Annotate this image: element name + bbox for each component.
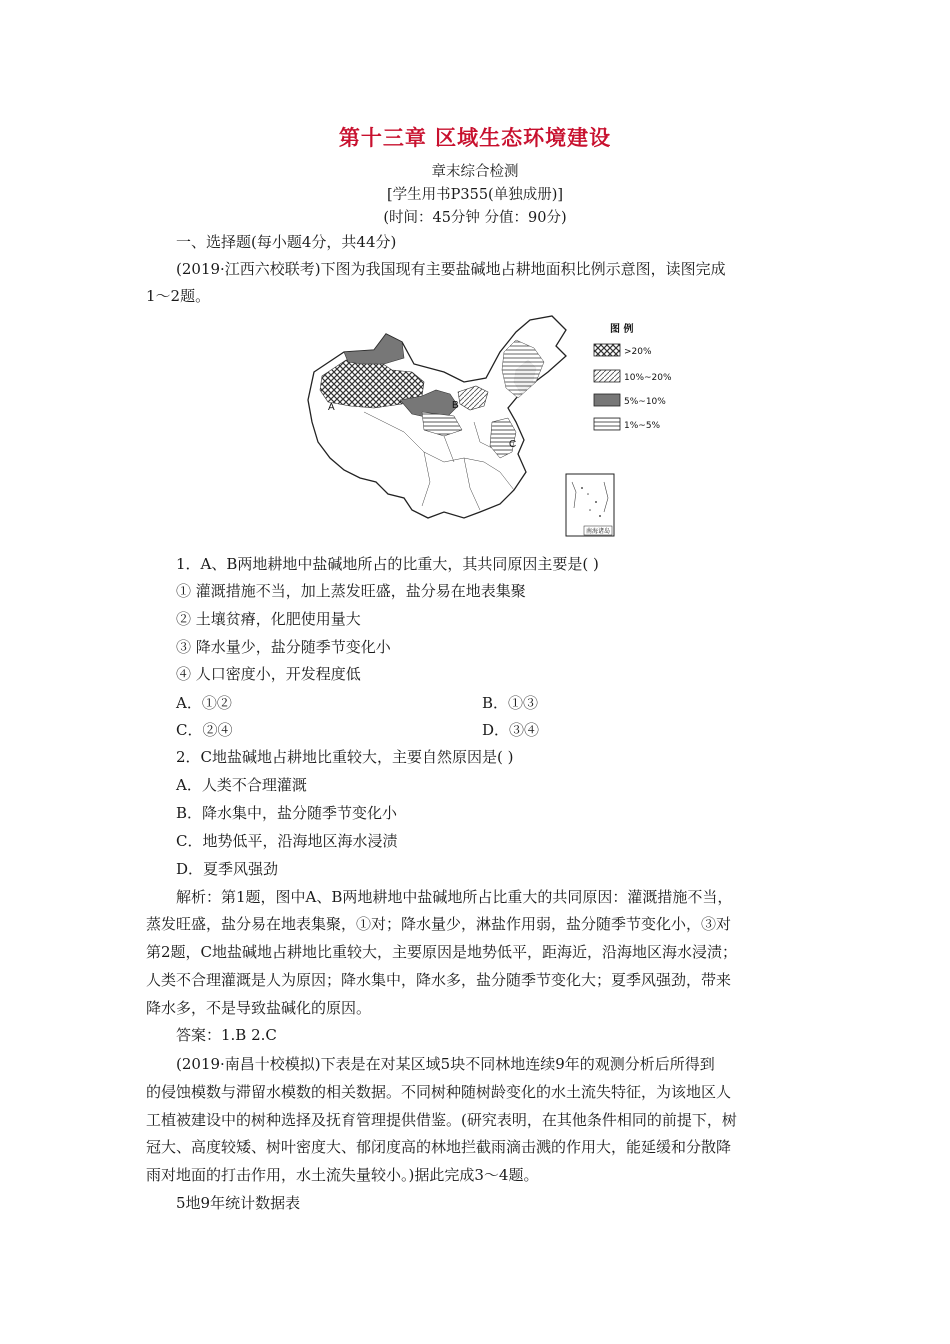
- legend-title: 图 例: [610, 324, 634, 335]
- intro2-line: (2019·南昌十校模拟)下表是在对某区域5块不同林地连续9年的观测分析后所得到: [176, 1055, 715, 1073]
- legend-label: >20%: [624, 347, 652, 357]
- intro2-line: 雨对地面的打击作用，水土流失量较小。)据此完成3～4题。: [146, 1166, 539, 1184]
- legend-label: 1%~5%: [624, 421, 661, 431]
- question-1-item: ④ 人口密度小，开发程度低: [176, 665, 361, 683]
- question-1-stem: 1．A、B两地耕地中盐碱地所占的比重大，其共同原因主要是( ): [176, 555, 599, 573]
- question-1-option-a: A．①②: [176, 694, 232, 712]
- inset-label: 南海诸岛: [586, 528, 611, 535]
- analysis-line: 第2题，C地盐碱地占耕地比重较大，主要原因是地势低平，距海近，沿海地区海水浸渍；: [146, 943, 738, 961]
- salinization-map-figure: [304, 312, 694, 540]
- analysis-line: 蒸发旺盛，盐分易在地表集聚，①对；降水量少，淋盐作用弱，盐分随季节变化小，③对: [146, 915, 732, 933]
- intro-text-line: (2019·江西六校联考)下图为我国现有主要盐碱地占耕地面积比例示意图，读图完成: [176, 260, 726, 278]
- legend-swatch-5to10: [594, 394, 620, 406]
- time-score: (时间：45分钟 分值：90分): [383, 210, 567, 226]
- intro2-line: 冠大、高度较矮、树叶密度大、郁闭度高的林地拦截雨滴击溅的作用大，能延缓和分散降: [146, 1138, 732, 1156]
- analysis-line: 降水多，不是导致盐碱化的原因。: [146, 999, 372, 1017]
- book-reference: [学生用书P355(单独成册)]: [386, 187, 564, 203]
- legend-label: 5%~10%: [624, 397, 666, 407]
- table-caption: 5地9年统计数据表: [176, 1194, 301, 1212]
- legend-swatch-1to5: [594, 418, 620, 430]
- question-1-item: ① 灌溉措施不当，加上蒸发旺盛，盐分易在地表集聚: [176, 582, 526, 600]
- question-2-stem: 2．C地盐碱地占耕地比重较大，主要自然原因是( ): [176, 748, 514, 766]
- legend-label: 10%~20%: [624, 373, 672, 383]
- question-1-item: ② 土壤贫瘠，化肥使用量大: [176, 610, 361, 628]
- question-2-option-c: C．地势低平，沿海地区海水浸渍: [176, 832, 398, 850]
- question-2-option-d: D．夏季风强劲: [176, 860, 279, 878]
- map-label-b: B: [452, 400, 459, 411]
- question-1-option-b: B．①③: [482, 694, 539, 712]
- subtitle: 章末综合检测: [431, 164, 519, 180]
- map-label-a: A: [328, 402, 335, 413]
- section-heading: 一、选择题(每小题4分，共44分): [176, 233, 397, 251]
- question-1-option-d: D．③④: [482, 721, 540, 739]
- intro2-line: 工植被建设中的树种选择及抚育管理提供借鉴。(研究表明，在其他条件相同的前提下，树: [146, 1111, 737, 1129]
- answer-line: 答案：1.B 2.C: [176, 1026, 277, 1044]
- intro-text-line: 1～2题。: [146, 287, 211, 305]
- china-map: [304, 312, 694, 540]
- legend-swatch-10to20: [594, 370, 620, 382]
- map-label-c: C: [509, 439, 517, 450]
- question-2-option-b: B．降水集中，盐分随季节变化小: [176, 804, 398, 822]
- question-2-option-a: A．人类不合理灌溉: [176, 776, 307, 794]
- chapter-title: 第十三章 区域生态环境建设: [338, 126, 612, 150]
- intro2-line: 的侵蚀模数与滞留水模数的相关数据。不同树种随树龄变化的水土流失特征，为该地区人: [146, 1083, 732, 1101]
- analysis-line: 解析：第1题，图中A、B两地耕地中盐碱地所占比重大的共同原因：灌溉措施不当，: [176, 888, 733, 906]
- analysis-line: 人类不合理灌溉是人为原因；降水集中，降水多，盐分随季节变化大；夏季风强劲，带来: [146, 971, 732, 989]
- legend-swatch-over20: [594, 344, 620, 356]
- question-1-option-c: C．②④: [176, 721, 233, 739]
- question-1-item: ③ 降水量少，盐分随季节变化小: [176, 638, 391, 656]
